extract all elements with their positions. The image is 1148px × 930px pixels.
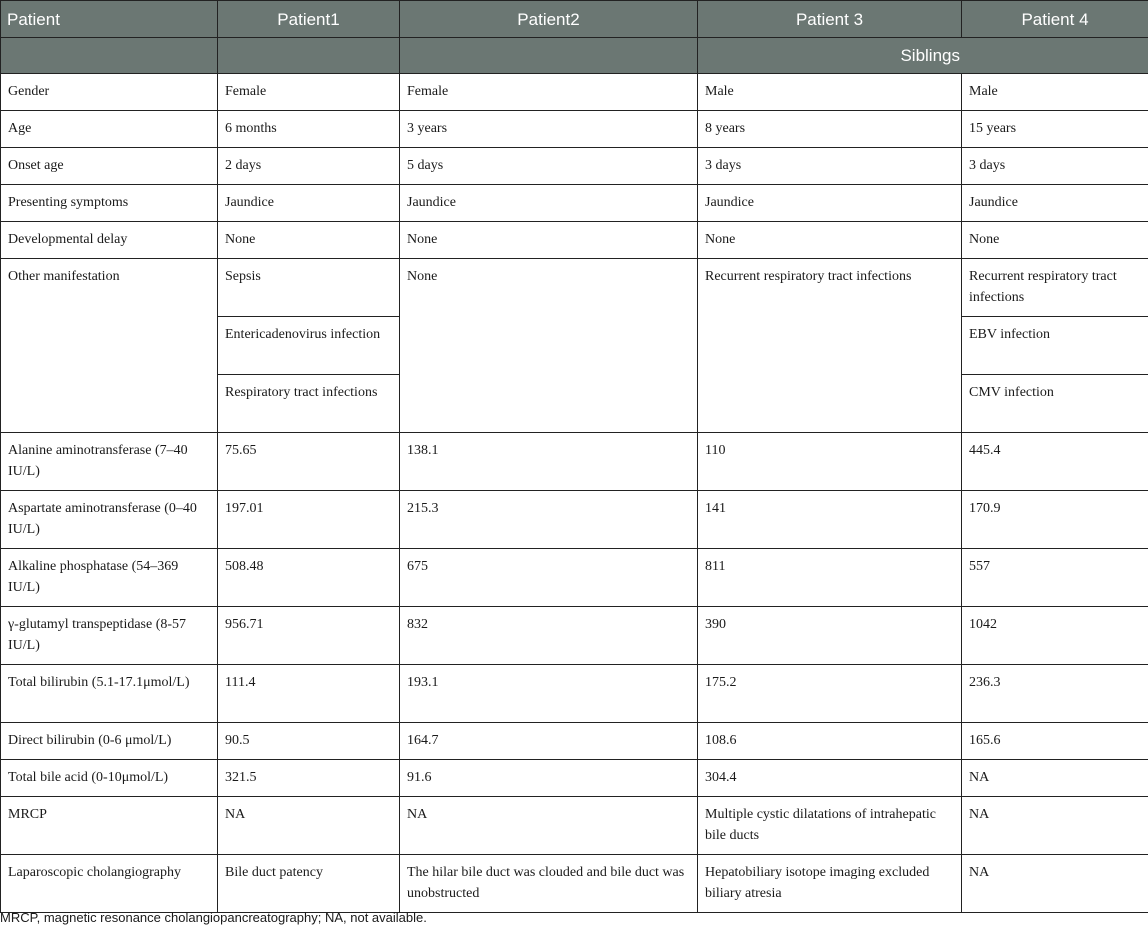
cell-value: 165.6 xyxy=(962,723,1148,760)
cell-value: 90.5 xyxy=(218,723,400,760)
table-row xyxy=(1,797,1148,855)
subheader-empty-1 xyxy=(1,38,218,74)
cell-value: Female xyxy=(218,74,400,111)
table-row xyxy=(1,148,1148,185)
header-row xyxy=(1,1,1148,38)
cell-value: 390 xyxy=(698,607,962,665)
cell-value: None xyxy=(400,259,698,433)
row-label: Onset age xyxy=(1,148,218,185)
table-row xyxy=(1,549,1148,607)
cell-value: CMV infection xyxy=(962,375,1148,433)
row-label: Alanine aminotransferase (7–40 IU/L) xyxy=(1,433,218,491)
cell-value: 197.01 xyxy=(218,491,400,549)
cell-value: 236.3 xyxy=(962,665,1148,723)
cell-value: 811 xyxy=(698,549,962,607)
cell-value: 508.48 xyxy=(218,549,400,607)
cell-value: 138.1 xyxy=(400,433,698,491)
cell-value: NA xyxy=(400,797,698,855)
cell-value: 3 years xyxy=(400,111,698,148)
cell-value: 215.3 xyxy=(400,491,698,549)
cell-value: 111.4 xyxy=(218,665,400,723)
cell-value: Female xyxy=(400,74,698,111)
header-patient1: Patient1 xyxy=(218,1,400,38)
table-row-other-manifestation xyxy=(1,259,1148,317)
cell-value: NA xyxy=(218,797,400,855)
header-patient4: Patient 4 xyxy=(962,1,1148,38)
cell-value: 557 xyxy=(962,549,1148,607)
subheader-row xyxy=(1,38,1148,74)
cell-value: 304.4 xyxy=(698,760,962,797)
cell-value: Jaundice xyxy=(218,185,400,222)
table-body xyxy=(1,74,1148,913)
cell-value: 91.6 xyxy=(400,760,698,797)
cell-value: None xyxy=(400,222,698,259)
cell-value: None xyxy=(698,222,962,259)
header-patient3: Patient 3 xyxy=(698,1,962,38)
cell-value: NA xyxy=(962,760,1148,797)
row-label: Aspartate aminotransferase (0–40 IU/L) xyxy=(1,491,218,549)
row-label: Direct bilirubin (0-6 μmol/L) xyxy=(1,723,218,760)
cell-value: 445.4 xyxy=(962,433,1148,491)
table-row xyxy=(1,74,1148,111)
cell-value: 832 xyxy=(400,607,698,665)
cell-value: Multiple cystic dilatations of intrahepatic bile ducts xyxy=(698,797,962,855)
row-label: Presenting symptoms xyxy=(1,185,218,222)
row-label: Total bile acid (0-10μmol/L) xyxy=(1,760,218,797)
cell-value: NA xyxy=(962,797,1148,855)
cell-value: 75.65 xyxy=(218,433,400,491)
row-label: Alkaline phosphatase (54–369 IU/L) xyxy=(1,549,218,607)
table-row xyxy=(1,433,1148,491)
row-label: Developmental delay xyxy=(1,222,218,259)
cell-value: Male xyxy=(962,74,1148,111)
cell-value: 110 xyxy=(698,433,962,491)
row-label: γ-glutamyl transpeptidase (8-57 IU/L) xyxy=(1,607,218,665)
table-footnote: MRCP, magnetic resonance cholangiopancreatography; NA, not available. xyxy=(0,910,427,925)
cell-value: Recurrent respiratory tract infections xyxy=(698,259,962,433)
table-row xyxy=(1,855,1148,913)
cell-value: Jaundice xyxy=(962,185,1148,222)
cell-value: 175.2 xyxy=(698,665,962,723)
row-label: Gender xyxy=(1,74,218,111)
subheader-empty-3 xyxy=(400,38,698,74)
cell-value: Entericadenovirus infection xyxy=(218,317,400,375)
cell-value: Jaundice xyxy=(698,185,962,222)
table-row xyxy=(1,491,1148,549)
cell-value: 956.71 xyxy=(218,607,400,665)
cell-value: 8 years xyxy=(698,111,962,148)
table-row xyxy=(1,607,1148,665)
table-row xyxy=(1,222,1148,259)
cell-value: 1042 xyxy=(962,607,1148,665)
cell-value: EBV infection xyxy=(962,317,1148,375)
cell-value: NA xyxy=(962,855,1148,913)
cell-value: 164.7 xyxy=(400,723,698,760)
row-label: Total bilirubin (5.1-17.1μmol/L) xyxy=(1,665,218,723)
cell-value: Hepatobiliary isotope imaging excluded biliary atresia xyxy=(698,855,962,913)
row-label: Laparoscopic cholangiography xyxy=(1,855,218,913)
cell-value: Respiratory tract infections xyxy=(218,375,400,433)
cell-value: 2 days xyxy=(218,148,400,185)
cell-value: Sepsis xyxy=(218,259,400,317)
cell-value: 141 xyxy=(698,491,962,549)
table-row xyxy=(1,723,1148,760)
table-row xyxy=(1,760,1148,797)
cell-value: Jaundice xyxy=(400,185,698,222)
cell-value: Bile duct patency xyxy=(218,855,400,913)
table-row xyxy=(1,111,1148,148)
header-patient: Patient xyxy=(1,1,218,38)
cell-value: Male xyxy=(698,74,962,111)
cell-value: 170.9 xyxy=(962,491,1148,549)
table-header xyxy=(1,1,1148,74)
cell-value: 193.1 xyxy=(400,665,698,723)
cell-value: 3 days xyxy=(698,148,962,185)
cell-value: None xyxy=(218,222,400,259)
cell-value: Recurrent respiratory tract infections xyxy=(962,259,1148,317)
cell-value: 675 xyxy=(400,549,698,607)
cell-value: 5 days xyxy=(400,148,698,185)
subheader-empty-2 xyxy=(218,38,400,74)
row-label: Other manifestation xyxy=(1,259,218,433)
cell-value: 6 months xyxy=(218,111,400,148)
row-label: Age xyxy=(1,111,218,148)
cell-value: The hilar bile duct was clouded and bile duct was unobstructed xyxy=(400,855,698,913)
cell-value: None xyxy=(962,222,1148,259)
table-row xyxy=(1,185,1148,222)
row-label: MRCP xyxy=(1,797,218,855)
siblings-label: Siblings xyxy=(698,38,1148,74)
cell-value: 15 years xyxy=(962,111,1148,148)
header-patient2: Patient2 xyxy=(400,1,698,38)
table-row xyxy=(1,665,1148,723)
cell-value: 3 days xyxy=(962,148,1148,185)
cell-value: 321.5 xyxy=(218,760,400,797)
cell-value: 108.6 xyxy=(698,723,962,760)
